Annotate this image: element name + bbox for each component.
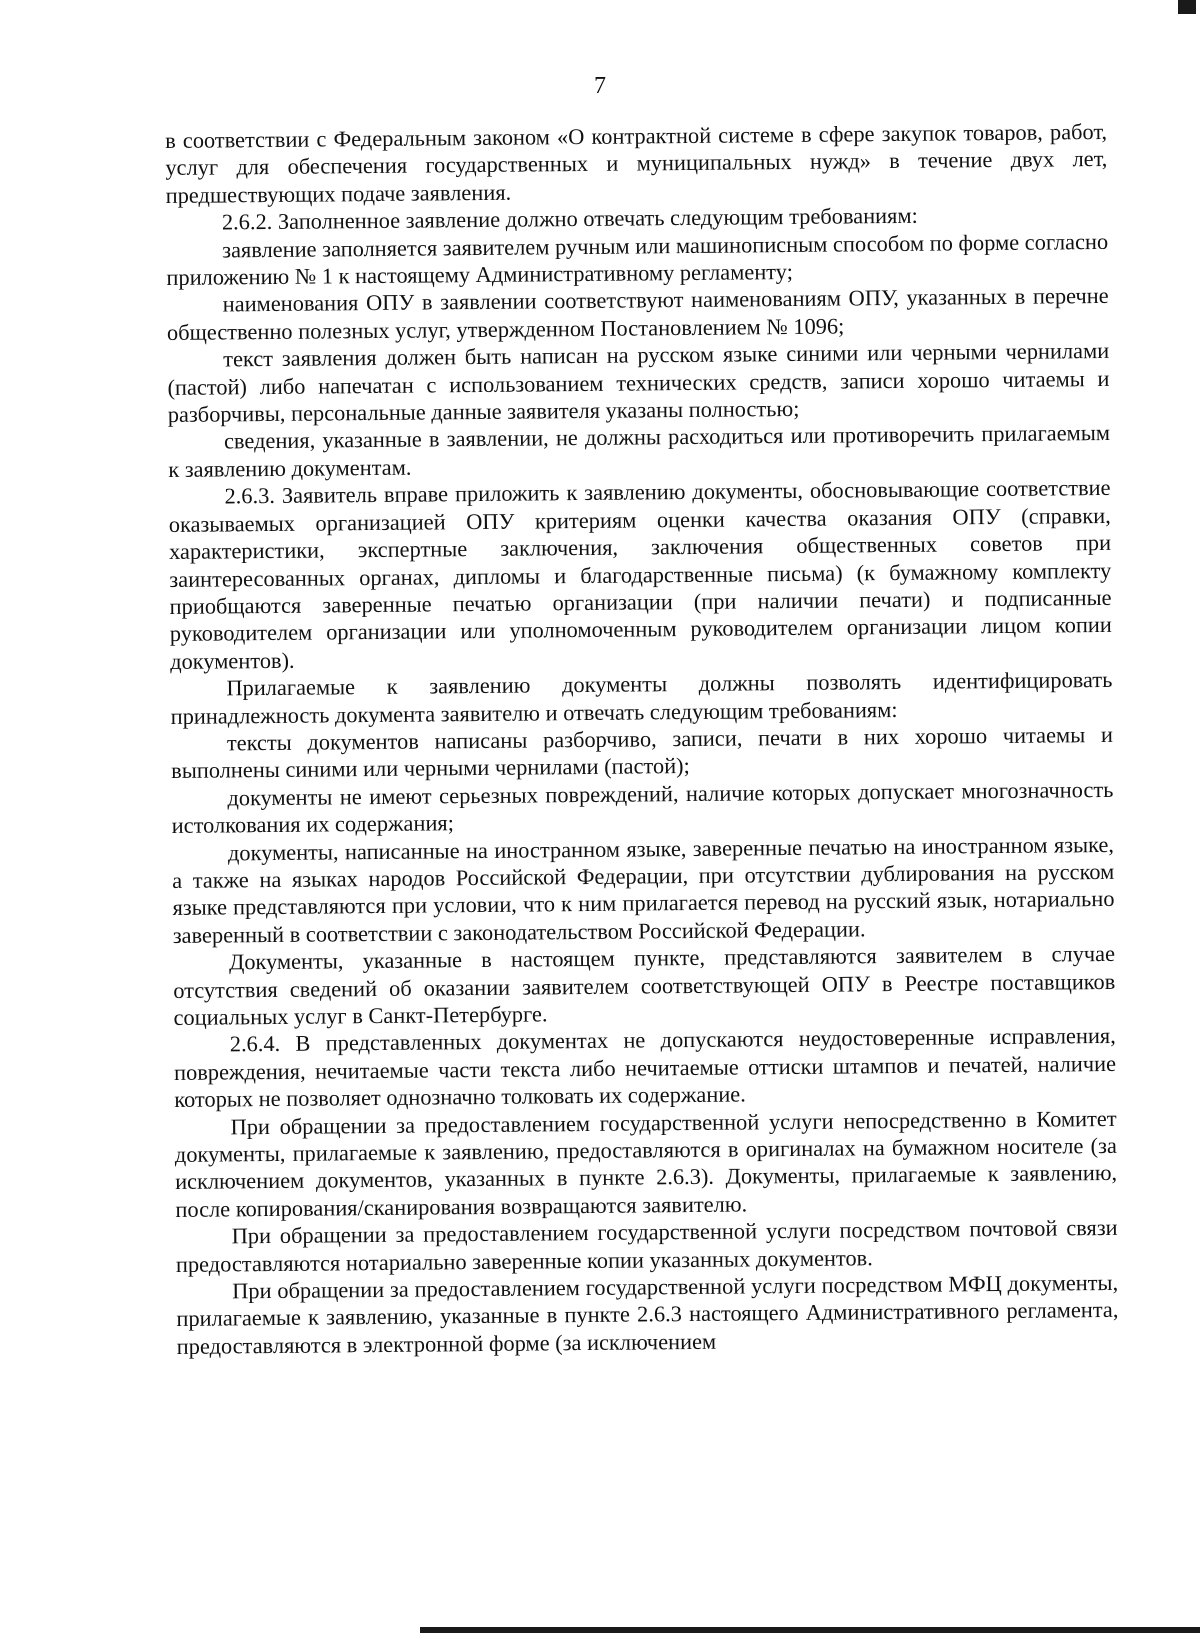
paragraph-postal-submission: При обращении за предоставлением государственной услуги посредством почтовой связи предоставляются нотариально заверенные копии указанных документов. (175, 1215, 1118, 1277)
paragraph-mfc-submission: При обращении за предоставлением государственной услуги посредством МФЦ документы, прилагаемые к заявлению, указанные в пункте 2.6.3 настоящего Административного регламента, предоставляются в электронной форме (за исключением (176, 1269, 1119, 1359)
paragraph-2-6-3: 2.6.3. Заявитель вправе приложить к заявлению документы, обосновывающие соответствие оказываемых организацией ОПУ критериям оценки качества оказания ОПУ (справки, характеристики, экспертные заключения, заключения общественных советов при заинтересованных органах, дипломы и благодарственные письма) (к бумажному комплекту приобщаются заверенные печатью организации (при наличии печати) и подписанные руководителем организации или уполномоченным руководителем организации лицом копии документов). (168, 475, 1112, 674)
paragraph-docs-undamaged: документы не имеют серьезных повреждений, наличие которых допускает многозначность истолкования их содержания; (171, 776, 1114, 839)
paragraph-2-6-4: 2.6.4. В представленных документах не допускаются неудостоверенные исправления, повреждения, нечитаемые части текста либо нечитаемые оттиски штампов и печатей, наличие которых не позволяет однозначно толковать их содержание. (173, 1023, 1117, 1113)
paragraph-continuation: в соответствии с Федеральным законом «О контрактной системе в сфере закупок товаров, работ, услуг для обеспечения государственных и муниципальных нужд» в течение двух лет, предшествующих подаче заявления. (165, 118, 1108, 208)
page-number: 7 (594, 73, 606, 99)
scan-edge-mark-bottom (420, 1627, 1200, 1633)
paragraph-docs-registry: Документы, указанные в настоящем пункте, представляются заявителем в случае отсутствия сведений об оказании заявителем соответствующей ОПУ в Реестре поставщиков социальных услуг в Санкт-Петербурге. (173, 941, 1116, 1030)
paragraph-requirement-form: заявление заполняется заявителем ручным или машинописным способом по форме согласно приложению № 1 к настоящему Административному регламенту; (166, 228, 1109, 291)
scan-edge-mark-top (1178, 0, 1196, 14)
paragraph-requirement-consistency: сведения, указанные в заявлении, не должны расходиться или противоречить прилагаемым к заявлению документам. (168, 420, 1111, 482)
paragraph-2-6-2: 2.6.2. Заполненное заявление должно отвечать следующим требованиям: (221, 202, 918, 235)
paragraph-committee-submission: При обращении за предоставлением государственной услуги непосредственно в Комитет документы, прилагаемые к заявлению, предоставляются в оригиналах на бумажном носителе (за исключением документов, указанных в пункте 2.6.3). Документы, прилагаемые к заявлению, после копирования/сканирования возвращаются заявителю. (174, 1105, 1118, 1222)
paragraph-requirement-text: текст заявления должен быть написан на русском языке синими или черными чернилами (пастой) либо напечатан с использованием технических средств, записи хорошо читаемы и разборчивы, персональные данные заявителя указаны полностью; (167, 338, 1110, 428)
paragraph-docs-legible: тексты документов написаны разборчиво, записи, печати в них хорошо читаемы и выполнены синими или черными чернилами (пастой); (171, 721, 1113, 784)
document-body (165, 118, 1119, 1360)
paragraph-requirement-names: наименования ОПУ в заявлении соответствуют наименованиям ОПУ, указанных в перечне общественно полезных услуг, утвержденном Постановлением № 1096; (166, 283, 1109, 345)
paragraph-docs-foreign-language: документы, написанные на иностранном языке, заверенные печатью на иностранном языке, а также на языках народов Российской Федерации, при отсутствии дублирования на русском языке представляются при условии, что к ним прилагается перевод на русский язык, нотариально заверенный в соответствии с законодательством Российской Федерации. (172, 831, 1115, 948)
paragraph-attached-docs: Прилагаемые к заявлению документы должны позволять идентифицировать принадлежность документа заявителю и отвечать следующим требованиям: (170, 667, 1113, 729)
